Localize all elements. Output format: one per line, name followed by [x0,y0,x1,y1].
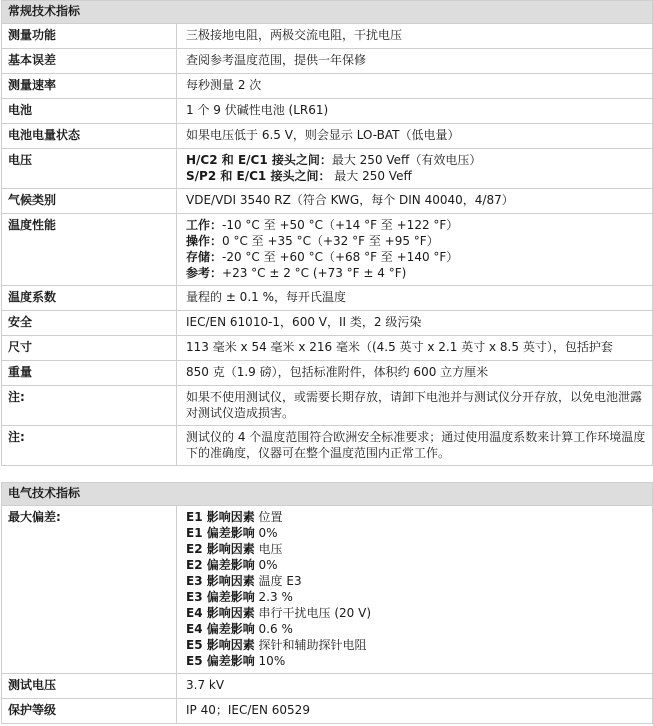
spec-document [1,0,652,724]
deviation-line-value: 温度 E3 [254,574,302,588]
deviation-line [186,621,646,637]
temp-line-key: 存储： [186,250,223,264]
temp-line [186,265,646,281]
row-label-weight: 重量 [2,361,177,386]
row-value-basic-error: 查阅参考温度范围，提供一年保修 [177,49,653,74]
row-label-size: 尺寸 [2,336,177,361]
electrical-spec-table [1,482,653,724]
row-value-temp-performance [177,214,653,286]
temp-line-value: -20 °C 至 +60 °C（+68 °F 至 +140 °F） [222,250,459,264]
deviation-line-key: E5 偏差影响 [186,654,255,668]
row-label-safety: 安全 [2,311,177,336]
row-label-temp-performance: 温度性能 [2,214,177,286]
row-value-size: 113 毫米 x 54 毫米 x 216 毫米（(4.5 英寸 x 2.1 英寸 x 8.5 英寸），包括护套 [177,336,653,361]
row-label-measure-function: 测量功能 [2,24,177,49]
voltage-line-value: 最大 250 Veff [330,169,412,183]
general-spec-header: 常规技术指标 [2,1,653,24]
table-row [2,99,653,124]
deviation-line-value: 10% [254,654,286,668]
table-row [2,426,653,466]
temp-line [186,249,646,265]
deviation-line-key: E3 偏差影响 [186,590,255,604]
deviation-line-value: 0.6 % [254,622,293,636]
deviation-line-value: 位置 [254,510,283,524]
table-row [2,311,653,336]
row-label-note: 注: [2,386,177,426]
temp-line [186,217,646,233]
deviation-line-key: E1 偏差影响 [186,526,255,540]
deviation-line-key: E2 影响因素 [186,542,255,556]
deviation-line-value: 0% [254,558,278,572]
row-value-note: 测试仪的 4 个温度范围符合欧洲安全标准要求；通过使用温度系数来计算工作环境温度下的准确度，仪器可在整个温度范围内正常工作。 [177,426,653,466]
table-row [2,149,653,189]
voltage-line-value: 最大 250 Veff（有效电压） [331,153,482,167]
row-label-protection: 保护等级 [2,699,177,724]
voltage-line [186,152,646,168]
table-row [2,124,653,149]
row-label-voltage: 电压 [2,149,177,189]
table-row [2,49,653,74]
row-value-weight: 850 克（1.9 磅），包括标准附件，体积约 600 立方厘米 [177,361,653,386]
table-row [2,506,653,674]
row-label-climate: 气候类别 [2,189,177,214]
voltage-line-key: H/C2 和 E/C1 接头之间： [186,153,332,167]
row-value-battery: 1 个 9 伏碱性电池 (LR61) [177,99,653,124]
table-row [2,214,653,286]
row-value-test-voltage: 3.7 kV [177,674,653,699]
table-row [2,699,653,724]
voltage-line [186,168,646,184]
deviation-line [186,557,646,573]
deviation-line [186,589,646,605]
table-row [2,74,653,99]
row-value-measure-rate: 每秒测量 2 次 [177,74,653,99]
deviation-line-value: 2.3 % [254,590,293,604]
table-row [2,361,653,386]
electrical-spec-header-row [2,483,653,506]
temp-line-key: 工作： [186,218,223,232]
deviation-line-key: E3 影响因素 [186,574,255,588]
row-value-climate: VDE/VDI 3540 RZ（符合 KWG，每个 DIN 40040，4/87） [177,189,653,214]
row-value-note: 如果不使用测试仪，或需要长期存放，请卸下电池并与测试仪分开存放，以免电池泄露对测试仪造成损害。 [177,386,653,426]
deviation-line-key: E5 影响因素 [186,638,255,652]
table-row [2,674,653,699]
deviation-line [186,525,646,541]
row-value-measure-function: 三极接地电阻，两极交流电阻，干扰电压 [177,24,653,49]
row-label-max-deviation: 最大偏差: [2,506,177,674]
temp-line-key: 参考： [186,266,223,280]
row-label-test-voltage: 测试电压 [2,674,177,699]
row-value-battery-state: 如果电压低于 6.5 V，则会显示 LO-BAT（低电量） [177,124,653,149]
deviation-line [186,541,646,557]
deviation-line-key: E4 偏差影响 [186,622,255,636]
row-label-basic-error: 基本误差 [2,49,177,74]
deviation-line-value: 0% [254,526,278,540]
table-row [2,286,653,311]
temp-line-key: 操作： [186,234,223,248]
table-row [2,336,653,361]
temp-line-value: -10 °C 至 +50 °C（+14 °F 至 +122 °F） [222,218,459,232]
row-label-note: 注: [2,426,177,466]
row-label-battery-state: 电池电量状态 [2,124,177,149]
general-spec-header-row [2,1,653,24]
deviation-line [186,637,646,653]
deviation-line [186,605,646,621]
row-value-max-deviation [177,506,653,674]
deviation-line-key: E4 影响因素 [186,606,255,620]
table-row [2,24,653,49]
voltage-line-key: S/P2 和 E/C1 接头之间： [186,169,331,183]
row-value-temp-coefficient: 量程的 ± 0.1 %，每开氏温度 [177,286,653,311]
deviation-line-value: 探针和辅助探针电阻 [254,638,367,652]
temp-line-value: +23 °C ± 2 °C (+73 °F ± 4 °F) [222,266,407,280]
row-value-voltage [177,149,653,189]
electrical-spec-header: 电气技术指标 [2,483,653,506]
deviation-line-key: E1 影响因素 [186,510,255,524]
deviation-line [186,653,646,669]
row-value-safety: IEC/EN 61010-1，600 V，II 类，2 级污染 [177,311,653,336]
row-label-temp-coefficient: 温度系数 [2,286,177,311]
temp-line [186,233,646,249]
temp-line-value: 0 °C 至 +35 °C（+32 °F 至 +95 °F） [222,234,439,248]
deviation-line [186,509,646,525]
row-label-battery: 电池 [2,99,177,124]
deviation-line-value: 串行干扰电压 (20 V) [254,606,372,620]
deviation-line-value: 电压 [254,542,283,556]
table-row [2,189,653,214]
deviation-line [186,573,646,589]
table-row [2,386,653,426]
section-spacer [1,466,652,482]
general-spec-table [1,0,653,466]
row-label-measure-rate: 测量速率 [2,74,177,99]
row-value-protection: IP 40；IEC/EN 60529 [177,699,653,724]
deviation-line-key: E2 偏差影响 [186,558,255,572]
